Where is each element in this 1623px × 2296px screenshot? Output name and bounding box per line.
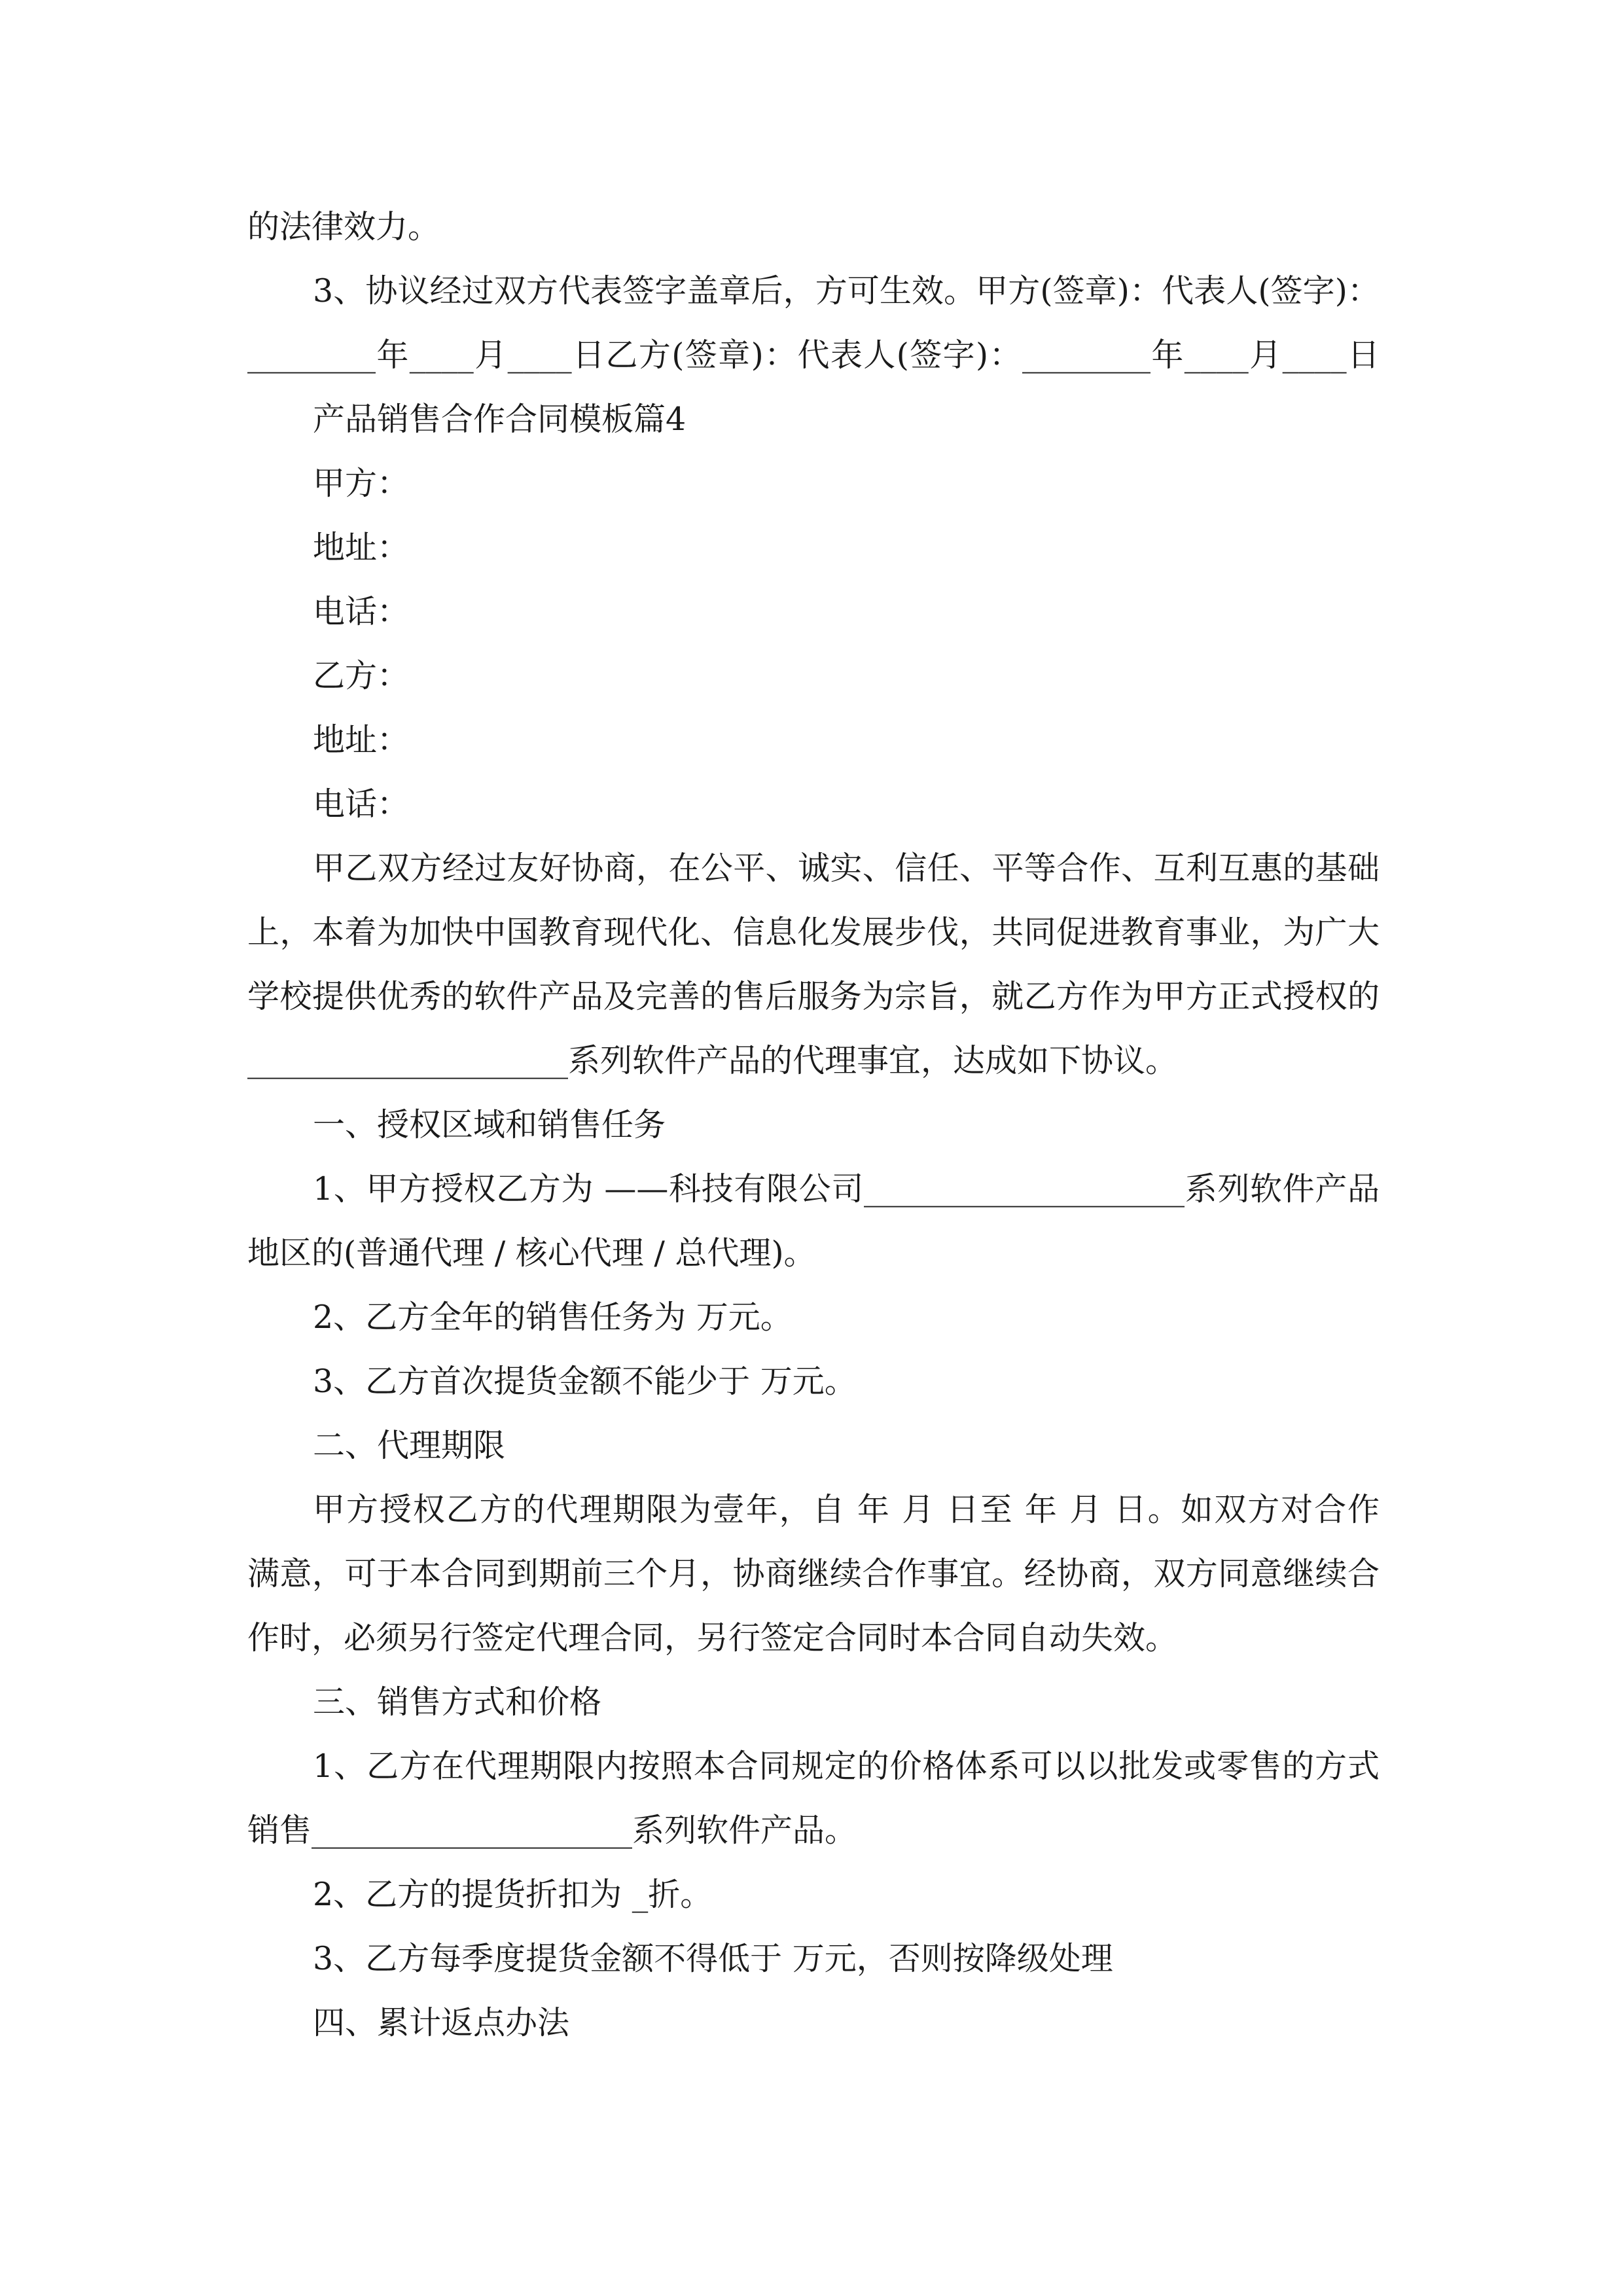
text-line: 3、协议经过双方代表签字盖章后，方可生效。甲方(签章)：代表人(签字)： [313, 272, 1380, 310]
text-line: 3、乙方每季度提货金额不得低于 万元，否则按降级处理 [313, 1940, 1113, 1977]
text-line: 三、销售方式和价格 [313, 1683, 602, 1721]
text-line: 甲方授权乙方的代理期限为壹年，自 年 月 日至 年 月 日。如双方对合作 [313, 1491, 1380, 1528]
text-line: 学校提供优秀的软件产品及完善的售后服务为宗旨，就乙方作为甲方正式授权的 [247, 978, 1380, 1015]
text-line: 一、授权区域和销售任务 [313, 1106, 666, 1143]
text-line: 2、乙方全年的销售任务为 万元。 [313, 1299, 793, 1336]
text-line: 甲方： [313, 465, 410, 502]
text-line: 地区的(普通代理 / 核心代理 / 总代理)。 [247, 1234, 816, 1272]
text-line: ____________________系列软件产品的代理事宜，达成如下协议。 [247, 1042, 1178, 1079]
text-line: 的法律效力。 [247, 208, 440, 245]
text-line: 1、甲方授权乙方为 ——科技有限公司____________________系列软件产品 [313, 1170, 1380, 1208]
text-line: 上，本着为加快中国教育现代化、信息化发展步伐，共同促进教育事业，为广大 [247, 914, 1380, 951]
text-line: 四、累计返点办法 [313, 2004, 570, 2041]
text-line: 2、乙方的提货折扣为 _折。 [313, 1876, 713, 1913]
text-line: 3、乙方首次提货金额不能少于 万元。 [313, 1363, 857, 1400]
text-line: 产品销售合作合同模板篇4 [313, 401, 687, 438]
text-line: 电话： [313, 785, 410, 823]
text-line: 1、乙方在代理期限内按照本合同规定的价格体系可以以批发或零售的方式 [313, 1748, 1380, 1785]
text-line: 二、代理期限 [313, 1427, 506, 1464]
text-line: 乙方： [313, 657, 410, 694]
text-line: 满意，可于本合同到期前三个月，协商继续合作事宜。经协商，双方同意继续合 [247, 1555, 1380, 1592]
text-line: 销售____________________系列软件产品。 [247, 1812, 857, 1849]
text-line: 作时，必须另行签定代理合同，另行签定合同时本合同自动失效。 [247, 1619, 1178, 1657]
text-line: 甲乙双方经过友好协商，在公平、诚实、信任、平等合作、互利互惠的基础 [313, 850, 1380, 887]
text-line: 电话： [313, 593, 410, 630]
document-body [247, 195, 1380, 2055]
text-line: ________年____月____日乙方(签章)：代表人(签字)：________年____月____日 [247, 336, 1380, 374]
text-line: 地址： [313, 529, 410, 566]
text-line: 地址： [313, 721, 410, 759]
